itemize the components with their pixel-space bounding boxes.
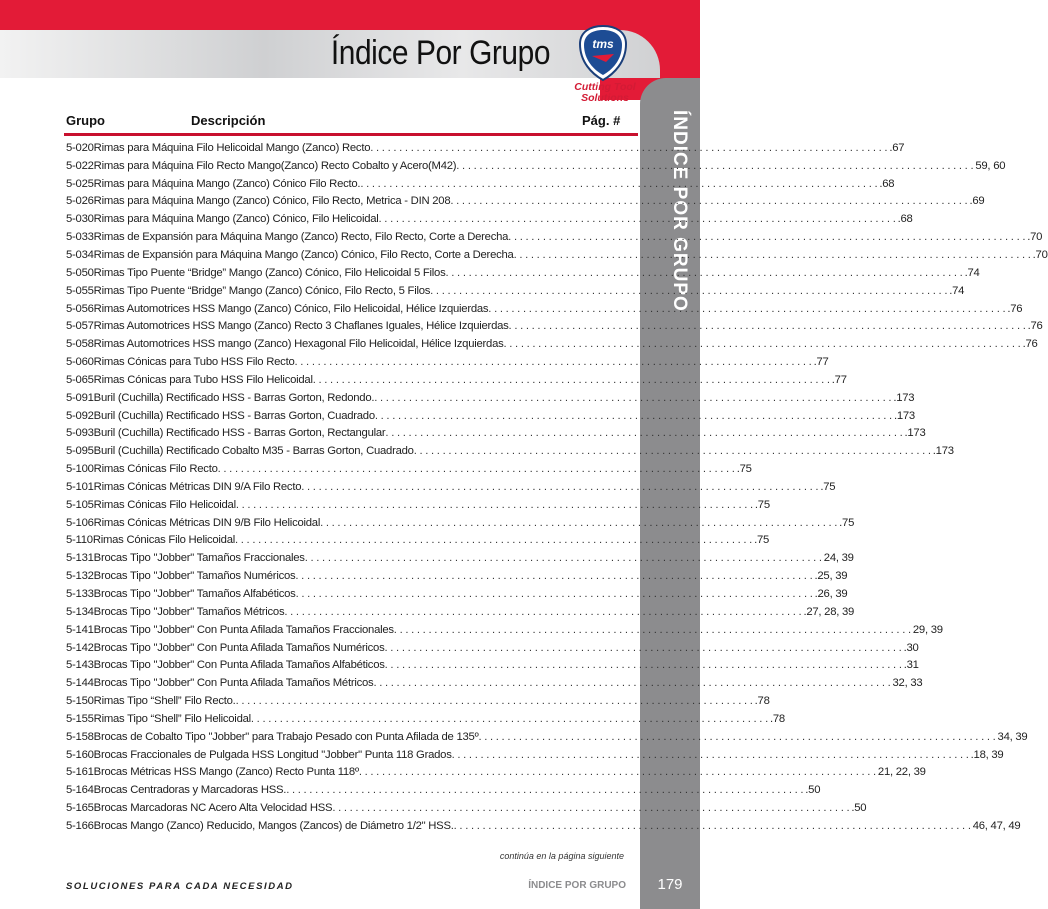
description-cell <box>94 463 752 475</box>
table-row <box>66 478 836 496</box>
continued-note: continúa en la página siguiente <box>499 851 624 861</box>
description-text: Rimas para Máquina Mango (Zanco) Cónico, Filo Helicoidal <box>93 213 379 226</box>
group-code: 5-057 <box>66 320 94 333</box>
group-code: 5-132 <box>66 570 94 583</box>
description-cell <box>94 285 965 297</box>
description-cell <box>94 820 1021 832</box>
table-row <box>66 335 1038 353</box>
page-ref: .76 <box>1022 338 1038 351</box>
group-code: 5-065 <box>66 373 94 386</box>
table-row <box>66 692 770 710</box>
description-cell <box>94 392 915 404</box>
description-text: Rimas Tipo “Shell” Filo Recto. <box>93 695 236 708</box>
group-code: 5-133 <box>66 588 94 601</box>
table-row <box>66 549 854 567</box>
dot-leader <box>414 445 931 457</box>
table-row <box>66 514 855 532</box>
table-row <box>66 371 847 389</box>
description-text: Rimas Tipo “Shell” Filo Helicoidal <box>93 712 251 725</box>
group-code: 5-161 <box>66 766 94 779</box>
description-text: Rimas Tipo Puente “Bridge” Mango (Zanco) Cónico, Filo Recto, 5 Filos <box>93 284 431 297</box>
table-row <box>66 639 919 657</box>
table-row <box>66 728 1028 746</box>
description-cell <box>93 534 769 546</box>
dot-leader <box>488 303 1005 315</box>
description-cell <box>94 784 821 796</box>
dot-leader <box>504 338 1021 350</box>
description-text: Brocas Tipo "Jobber" Con Punta Afilada Tamaños Fraccionales <box>93 623 394 636</box>
description-text: Rimas Cónicas Filo Helicoidal <box>92 534 235 547</box>
group-code: 5-022 <box>66 159 94 172</box>
description-cell <box>94 713 785 725</box>
description-text: Buril (Cuchilla) Rectificado Cobalto M35 - Barras Gorton, Cuadrado <box>93 445 414 458</box>
dot-leader <box>218 463 735 475</box>
page-ref: 32, 33 <box>892 677 923 690</box>
page-ref: .75 <box>820 480 836 493</box>
dot-leader <box>235 534 752 546</box>
dot-leader <box>236 695 753 707</box>
group-code: 5-164 <box>66 784 94 797</box>
dot-leader <box>305 552 822 564</box>
group-code: 5-025 <box>66 177 94 190</box>
dot-leader <box>452 749 969 761</box>
group-code: 5-143 <box>66 659 94 672</box>
page-ref: 34, 39 <box>997 730 1028 743</box>
description-cell <box>94 517 854 529</box>
description-text: Brocas Marcadoras NC Acero Alta Velocidad HSS <box>93 802 333 815</box>
description-text: Brocas Tipo "Jobber" Tamaños Numéricos <box>93 570 296 583</box>
page-ref: .50 <box>851 802 867 815</box>
page-ref: .77 <box>813 356 829 369</box>
column-header-group: Grupo <box>66 113 105 128</box>
description-text: Brocas Métricas HSS Mango (Zanco) Recto Punta 118º <box>93 766 359 779</box>
table-row <box>66 746 1004 764</box>
description-text: Rimas Automotrices HSS mango (Zanco) Hexagonal Filo Helicoidal, Hélice Izquierdas <box>93 338 504 351</box>
page-ref: .70 <box>1032 248 1048 261</box>
table-row <box>66 496 770 514</box>
column-header-description: Descripción <box>191 113 266 128</box>
description-cell <box>94 445 954 457</box>
page-ref: .78 <box>769 712 785 725</box>
description-text: Rimas Cónicas Métricas DIN 9/B Filo Helicoidal <box>93 516 321 529</box>
group-code: 5-093 <box>66 427 94 440</box>
table-row <box>66 246 1048 264</box>
page-ref: 46, 47, 49 <box>972 819 1021 832</box>
page-title: Índice Por Grupo <box>330 34 550 72</box>
page-ref: .76 <box>1027 320 1043 333</box>
page-ref: .30 <box>903 641 919 654</box>
table-row <box>66 317 1043 335</box>
table-row <box>66 175 895 193</box>
description-text: Brocas Tipo "Jobber" Con Punta Afilada Tamaños Métricos <box>93 677 374 690</box>
page-ref: 21, 22, 39 <box>877 766 926 779</box>
group-code: 5-033 <box>66 231 94 244</box>
table-row <box>66 674 923 692</box>
page-number: 179 <box>657 876 683 893</box>
group-code: 5-158 <box>66 730 94 743</box>
header-divider <box>64 133 638 136</box>
group-code: 5-058 <box>66 338 94 351</box>
page-ref: .173 <box>893 391 915 404</box>
dot-leader <box>332 802 849 814</box>
description-text: Rimas Automotrices HSS Mango (Zanco) Recto 3 Chaflanes Iguales, Hélice Izquierdas <box>93 320 509 333</box>
description-text: Rimas para Máquina Mango (Zanco) Cónico, Filo Recto, Metrica - DIN 208 <box>93 195 451 208</box>
group-code: 5-055 <box>66 284 94 297</box>
description-text: Rimas Tipo Puente “Bridge” Mango (Zanco) Cónico, Filo Helicoidal 5 Filos <box>93 266 446 279</box>
description-text: Rimas Automotrices HSS Mango (Zanco) Cónico, Filo Helicoidal, Hélice Izquierdas <box>93 302 489 315</box>
description-cell <box>94 588 848 600</box>
group-code: 5-030 <box>66 213 94 226</box>
dot-leader <box>320 517 837 529</box>
description-text: Rimas de Expansión para Máquina Mango (Zanco) Cónico, Filo Recto, Corte a Derecha <box>93 248 514 261</box>
group-code: 5-026 <box>66 195 94 208</box>
page-ref: .173 <box>904 427 926 440</box>
logo-text: tms <box>592 37 614 51</box>
description-text: Brocas Mango (Zanco) Reducido, Mangos (Zancos) de Diámetro 1/2" HSS. <box>93 819 454 832</box>
table-row <box>66 764 926 782</box>
description-text: Rimas de Expansión para Máquina Mango (Zanco) Recto, Filo Recto, Corte a Derecha <box>93 231 509 244</box>
tagline-line-1: Cutting Tool <box>574 81 636 93</box>
table-row <box>66 567 848 585</box>
group-code: 5-101 <box>66 480 94 493</box>
group-code: 5-110 <box>66 534 93 547</box>
description-cell <box>94 231 1043 243</box>
group-code: 5-165 <box>66 802 94 815</box>
dot-leader <box>295 570 812 582</box>
page-ref: .74 <box>964 266 980 279</box>
description-text: Brocas Tipo "Jobber" Tamaños Alfabéticos <box>93 588 296 601</box>
description-text: Brocas Fraccionales de Pulgada HSS Longitud "Jobber" Punta 118 Grados <box>93 748 452 761</box>
dot-leader <box>295 356 812 368</box>
page-ref: .75 <box>839 516 855 529</box>
dot-leader <box>373 677 890 689</box>
dot-leader <box>374 392 891 404</box>
table-row <box>66 282 965 300</box>
table-row <box>66 193 985 211</box>
description-text: Buril (Cuchilla) Rectificado HSS - Barras Gorton, Cuadrado <box>93 409 375 422</box>
table-row <box>66 603 855 621</box>
table-row <box>66 585 848 603</box>
description-cell <box>94 213 913 225</box>
dot-leader <box>445 267 962 279</box>
description-cell <box>94 427 926 439</box>
description-text: Rimas Cónicas para Tubo HSS Filo Recto <box>93 356 295 369</box>
description-cell <box>94 570 848 582</box>
description-text: Rimas para Máquina Filo Recto Mango(Zanco) Recto Cobalto y Acero(M42) <box>93 159 457 172</box>
description-cell <box>94 552 854 564</box>
page-ref: .78 <box>754 695 770 708</box>
description-cell <box>94 624 943 636</box>
group-code: 5-020 <box>66 141 94 154</box>
table-row <box>66 157 1006 175</box>
description-cell <box>94 481 836 493</box>
tagline-line-2: Solutions <box>581 92 629 104</box>
description-text: Rimas Cónicas Filo Helicoidal <box>93 498 236 511</box>
table-row <box>66 532 770 550</box>
page-ref: .27, 28, 39 <box>803 605 855 618</box>
page-ref: .50 <box>805 784 821 797</box>
description-cell <box>94 731 1028 743</box>
page-ref: .26, 39 <box>814 588 848 601</box>
page-ref: .69 <box>969 195 985 208</box>
description-cell <box>94 320 1043 332</box>
page-ref: 59, 60 <box>975 159 1006 172</box>
table-row <box>66 353 829 371</box>
group-code: 5-144 <box>66 677 94 690</box>
table-row <box>66 228 1043 246</box>
table-row <box>66 264 980 282</box>
group-code: 5-050 <box>66 266 94 279</box>
dot-leader <box>360 178 877 190</box>
page-ref: .67 <box>889 141 905 154</box>
dot-leader <box>385 659 902 671</box>
dot-leader <box>375 410 892 422</box>
description-text: Rimas para Máquina Mango (Zanco) Cónico Filo Recto. <box>93 177 361 190</box>
group-code: 5-092 <box>66 409 94 422</box>
page-ref: 24, 39 <box>823 552 854 565</box>
description-text: Brocas Tipo "Jobber" Tamaños Fraccionales <box>93 552 305 565</box>
group-code: 5-155 <box>66 712 94 725</box>
group-code: 5-142 <box>66 641 94 654</box>
dot-leader <box>359 766 876 778</box>
table-row <box>66 300 1023 318</box>
table-row <box>66 442 954 460</box>
table-row <box>66 139 905 157</box>
page-ref: .75 <box>754 498 770 511</box>
table-row <box>66 710 785 728</box>
description-cell <box>94 356 829 368</box>
description-cell <box>94 749 1004 761</box>
group-code: 5-160 <box>66 748 94 761</box>
description-text: Buril (Cuchilla) Rectificado HSS - Barras Gorton, Rectangular <box>93 427 386 440</box>
dot-leader <box>394 624 911 636</box>
dot-leader <box>301 481 818 493</box>
dot-leader <box>509 320 1026 332</box>
group-code: 5-095 <box>66 445 94 458</box>
description-text: Brocas Tipo "Jobber" Tamaños Métricos <box>93 605 285 618</box>
description-cell <box>94 695 770 707</box>
logo-tagline <box>568 82 642 104</box>
table-row <box>66 817 1021 835</box>
page-ref: .77 <box>831 373 847 386</box>
group-code: 5-106 <box>66 516 94 529</box>
side-tab-label: ÍNDICE POR GRUPO <box>669 110 690 312</box>
column-header-page: Pág. # <box>582 113 621 128</box>
table-row <box>66 621 943 639</box>
page-ref: .68 <box>879 177 895 190</box>
table-row <box>66 781 821 799</box>
dot-leader <box>454 820 971 832</box>
description-cell <box>94 338 1038 350</box>
group-code: 5-060 <box>66 356 94 369</box>
dot-leader <box>385 427 902 439</box>
description-text: Brocas Centradoras y Marcadoras HSS. <box>93 784 287 797</box>
page-ref: .75 <box>736 463 752 476</box>
description-cell <box>94 178 895 190</box>
dot-leader <box>236 499 753 511</box>
description-cell <box>94 303 1023 315</box>
description-text: Rimas Cónicas Filo Recto <box>93 463 218 476</box>
description-cell <box>94 659 919 671</box>
description-cell <box>94 142 905 154</box>
group-code: 5-105 <box>66 498 94 511</box>
dot-leader <box>370 142 887 154</box>
description-text: Brocas Tipo "Jobber" Con Punta Afilada Tamaños Numéricos <box>93 641 385 654</box>
dot-leader <box>450 195 967 207</box>
group-code: 5-131 <box>66 552 94 565</box>
description-cell <box>94 802 867 814</box>
group-code: 5-150 <box>66 695 94 708</box>
description-cell <box>94 374 847 386</box>
dot-leader <box>379 213 896 225</box>
table-row <box>66 799 867 817</box>
table-row <box>66 407 915 425</box>
page-ref: .76 <box>1007 302 1023 315</box>
description-text: Rimas Cónicas para Tubo HSS Filo Helicoidal <box>93 373 313 386</box>
description-cell <box>94 766 926 778</box>
description-cell <box>94 677 923 689</box>
description-cell <box>94 642 919 654</box>
group-code: 5-091 <box>66 391 94 404</box>
footer-section: ÍNDICE POR GRUPO <box>528 880 626 891</box>
description-text: Rimas Cónicas Métricas DIN 9/A Filo Recto <box>93 480 302 493</box>
dot-leader <box>508 231 1025 243</box>
table-row <box>66 425 926 443</box>
description-cell <box>94 267 980 279</box>
page-ref: .173 <box>893 409 915 422</box>
tms-logo <box>578 24 628 82</box>
table-row <box>66 656 919 674</box>
dot-leader <box>284 606 801 618</box>
description-cell <box>94 606 854 618</box>
group-code: 5-056 <box>66 302 94 315</box>
group-code: 5-100 <box>66 463 94 476</box>
description-cell <box>94 160 1006 172</box>
page-ref: .173 <box>932 445 954 458</box>
dot-leader <box>251 713 768 725</box>
dot-leader <box>313 374 830 386</box>
page-ref: .18, 39 <box>970 748 1004 761</box>
group-code: 5-034 <box>66 248 94 261</box>
table-row <box>66 460 752 478</box>
description-text: Buril (Cuchilla) Rectificado HSS - Barras Gorton, Redondo. <box>93 391 375 404</box>
page-ref: .25, 39 <box>814 570 848 583</box>
dot-leader <box>456 160 973 172</box>
description-cell <box>94 410 915 422</box>
page-ref: .31 <box>903 659 919 672</box>
description-text: Rimas para Máquina Filo Helicoidal Mango (Zanco) Recto <box>93 141 371 154</box>
table-row <box>66 389 915 407</box>
page-ref: 29, 39 <box>912 623 943 636</box>
page-ref: .74 <box>949 284 965 297</box>
page-ref: .70 <box>1027 231 1043 244</box>
dot-leader <box>296 588 813 600</box>
page-ref: .68 <box>897 213 913 226</box>
description-text: Brocas de Cobalto Tipo "Jobber" para Trabajo Pesado con Punta Afilada de 135º <box>93 730 479 743</box>
description-cell <box>94 499 770 511</box>
dot-leader <box>478 731 995 743</box>
group-code: 5-141 <box>66 623 94 636</box>
dot-leader <box>286 784 803 796</box>
table-row <box>66 210 913 228</box>
description-cell <box>94 195 985 207</box>
group-code: 5-134 <box>66 605 94 618</box>
dot-leader <box>430 285 947 297</box>
footer-slogan: SOLUCIONES PARA CADA NECESIDAD <box>66 881 294 892</box>
group-code: 5-166 <box>66 819 94 832</box>
page-ref: .75 <box>754 534 770 547</box>
description-cell <box>94 249 1048 261</box>
dot-leader <box>514 249 1031 261</box>
description-text: Brocas Tipo "Jobber" Con Punta Afilada Tamaños Alfabéticos <box>93 659 385 672</box>
dot-leader <box>384 642 901 654</box>
